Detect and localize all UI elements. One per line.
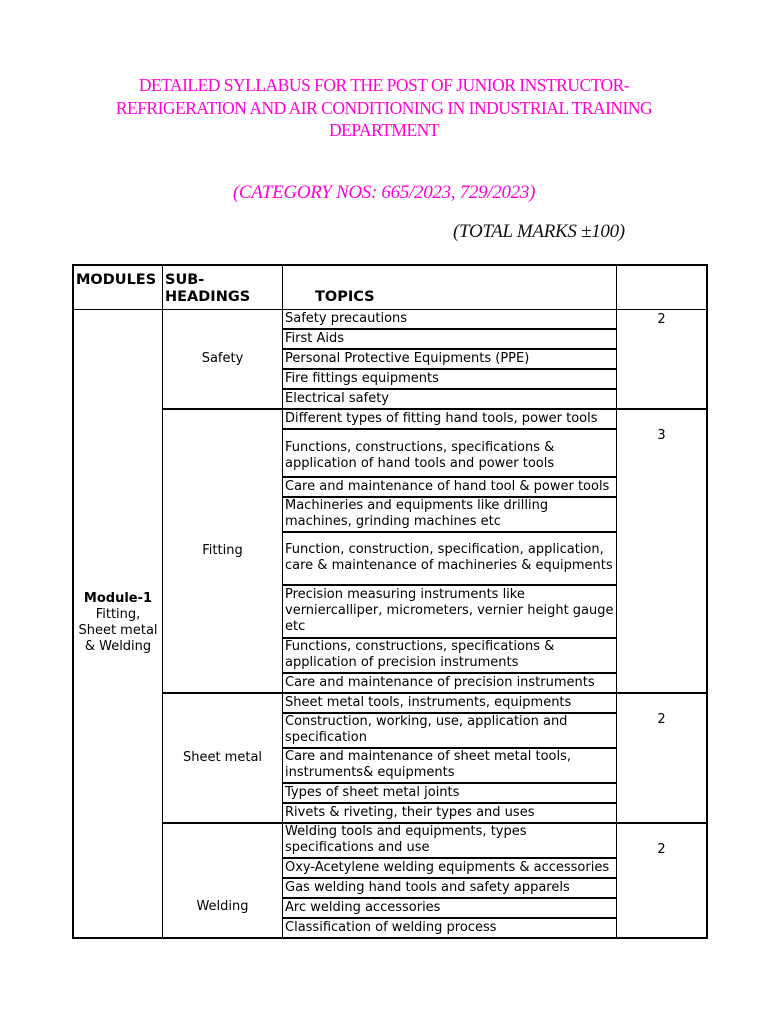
title-line-3: DEPARTMENT [329,120,439,140]
title-line-2: REFRIGERATION AND AIR CONDITIONING IN INDUSTRIAL TRAINING [115,97,653,118]
subheading-cell: Welding [163,823,283,938]
table-row [73,693,707,713]
topic-cell: Types of sheet metal joints [283,783,617,803]
topic-cell: Fire fittings equipments [283,369,617,389]
header-subheadings: SUB- HEADINGS [163,265,283,309]
topic-cell: Functions, constructions, specifications & application of hand tools and power tools [283,429,617,477]
table-header-row [73,265,707,309]
header-topics: TOPICS [283,265,617,309]
topic-cell: Arc welding accessories [283,898,617,918]
topic-cell: First Aids [283,329,617,349]
topic-cell: Welding tools and equipments, types specifications and use [283,823,617,858]
topic-cell: Sheet metal tools, instruments, equipments [283,693,617,713]
table-row [73,309,707,329]
title-line-1: DETAILED SYLLABUS FOR THE POST OF JUNIOR INSTRUCTOR- [138,75,630,95]
topic-cell: Rivets & riveting, their types and uses [283,803,617,823]
marks-cell: 3 [617,409,708,693]
topic-cell: Electrical safety [283,389,617,409]
topic-cell: Care and maintenance of hand tool & power tools [283,477,617,497]
topic-cell: Construction, working, use, application and specification [283,713,617,748]
marks-cell: 2 [617,823,708,938]
topic-cell: Care and maintenance of sheet metal tools, instruments& equipments [283,748,617,783]
subheading-cell: Safety [163,309,283,409]
topic-cell: Oxy-Acetylene welding equipments & accessories [283,858,617,878]
topic-cell: Machineries and equipments like drilling machines, grinding machines etc [283,497,617,532]
subheading-cell: Fitting [163,409,283,693]
syllabus-table [72,264,708,939]
table-row [73,823,707,858]
marks-cell: 2 [617,309,708,409]
module-description: Fitting, Sheet metal & Welding [78,607,158,654]
topic-cell: Function, construction, specification, application, care & maintenance of machineries & equipments [283,532,617,585]
topic-cell: Classification of welding process [283,918,617,938]
header-modules: MODULES [73,265,163,309]
marks-cell: 2 [617,693,708,823]
total-marks: (TOTAL MARKS ±100) [453,221,625,242]
topic-cell: Precision measuring instruments like verniercalliper, micrometers, vernier height gauge etc [283,585,617,638]
topic-cell: Personal Protective Equipments (PPE) [283,349,617,369]
document-title [60,74,708,142]
topic-cell: Functions, constructions, specifications & application of precision instruments [283,638,617,673]
category-numbers: (CATEGORY NOS: 665/2023, 729/2023) [232,182,536,203]
topic-cell: Different types of fitting hand tools, power tools [283,409,617,429]
topic-cell: Gas welding hand tools and safety apparels [283,878,617,898]
topic-cell: Safety precautions [283,309,617,329]
header-marks [617,265,708,309]
topic-cell: Care and maintenance of precision instruments [283,673,617,693]
subheading-cell: Sheet metal [163,693,283,823]
module-cell [73,309,163,938]
module-name: Module-1 [83,591,153,606]
table-row [73,409,707,429]
